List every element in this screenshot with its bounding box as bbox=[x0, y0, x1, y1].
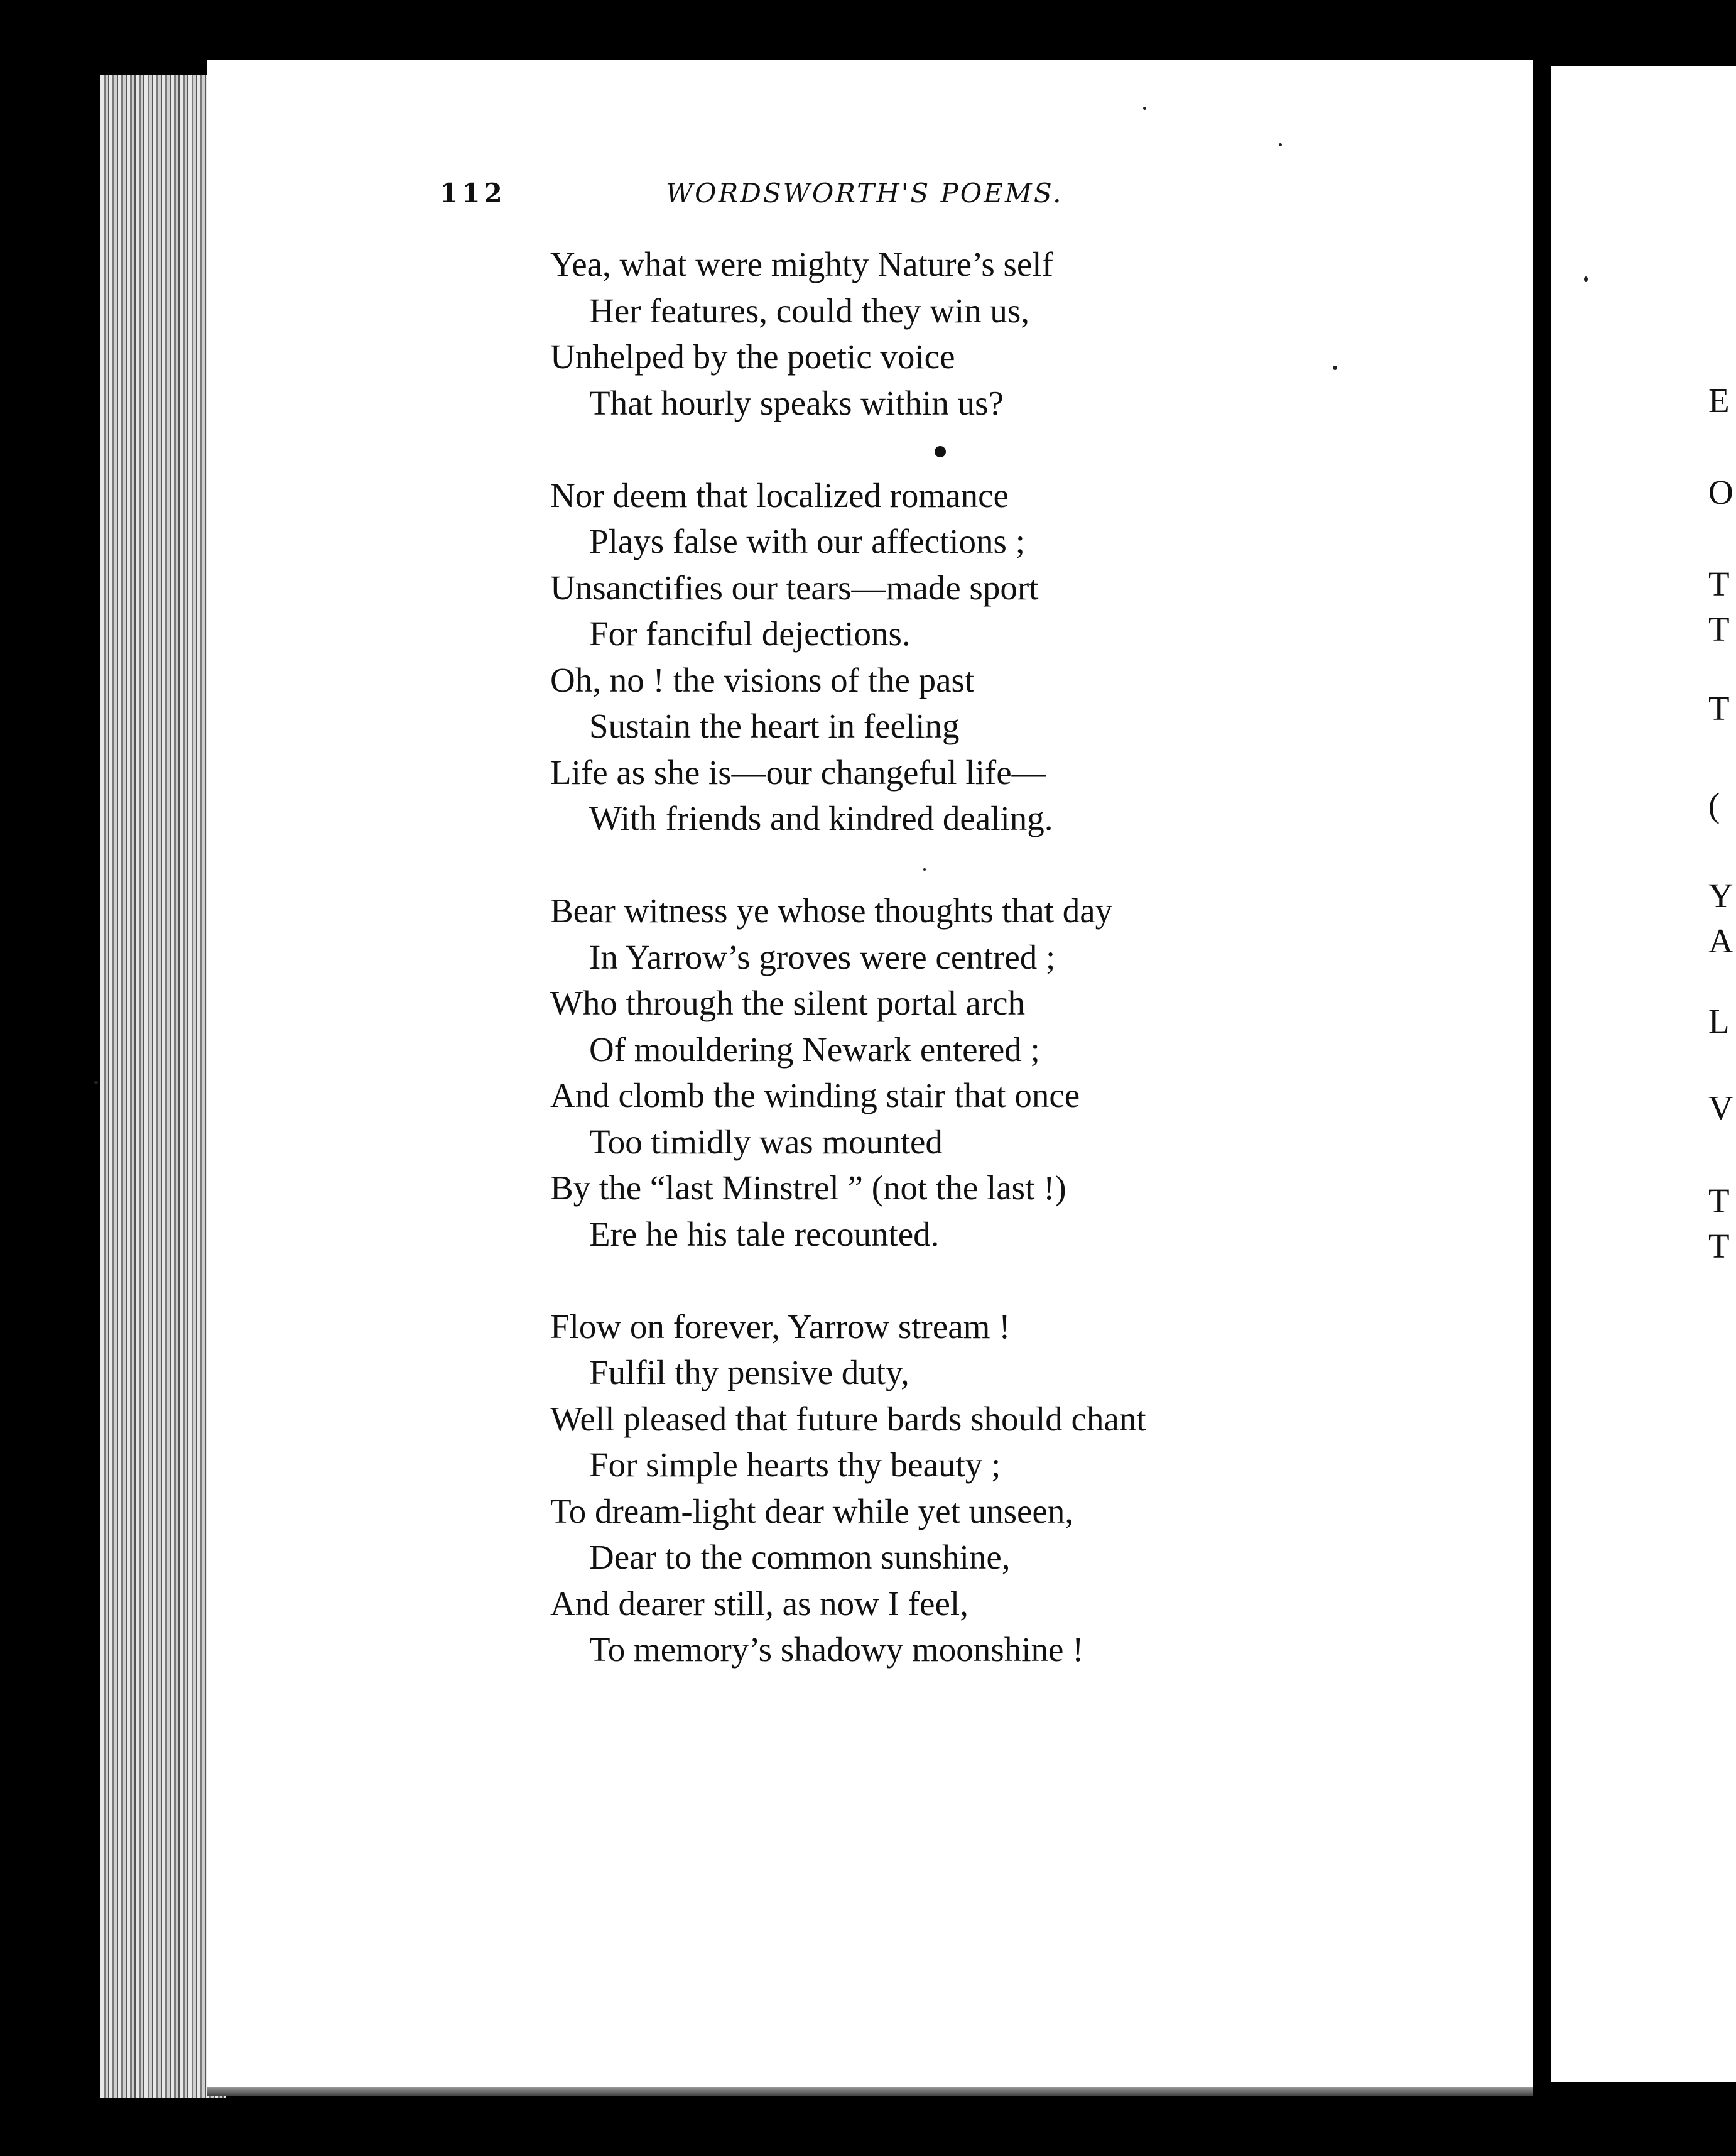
dust-speck bbox=[1584, 276, 1588, 282]
poem-line: Who through the silent portal arch bbox=[550, 984, 1026, 1022]
stanza-gap bbox=[550, 1257, 1367, 1304]
facing-page-letter: T bbox=[1708, 1227, 1730, 1265]
poem-line: In Yarrow’s groves were centred ; bbox=[589, 937, 1056, 976]
poem-line: Unhelped by the poetic voice bbox=[550, 337, 955, 376]
dust-speck bbox=[94, 1081, 98, 1084]
poem-line: Dear to the common sunshine, bbox=[589, 1538, 1011, 1576]
dust-speck bbox=[1333, 366, 1337, 370]
facing-page-letter: Y bbox=[1708, 876, 1733, 915]
running-title: WORDSWORTH'S POEMS. bbox=[666, 178, 1063, 209]
facing-page-letter: T bbox=[1708, 1182, 1730, 1220]
poem-line: Bear witness ye whose thoughts that day bbox=[550, 891, 1113, 930]
facing-page-letter: O bbox=[1708, 473, 1733, 511]
poem-line: Nor deem that localized romance bbox=[550, 476, 1009, 514]
stanza-break-ornament bbox=[550, 426, 1367, 472]
poem-line: Her features, could they win us, bbox=[589, 291, 1030, 330]
facing-page-letter: L bbox=[1708, 1002, 1730, 1040]
poem-line: To dream-light dear while yet unseen, bbox=[550, 1491, 1074, 1530]
page-number: 112 bbox=[440, 178, 506, 209]
poem-line: Too timidly was mounted bbox=[589, 1122, 943, 1161]
dust-speck bbox=[1143, 107, 1146, 110]
dust-speck bbox=[1279, 143, 1282, 146]
poem-line: That hourly speaks within us? bbox=[589, 383, 1004, 422]
facing-page-letter: T bbox=[1708, 689, 1730, 727]
ornament-dot bbox=[935, 446, 946, 457]
poem-line: Life as she is—our changeful life— bbox=[550, 753, 1046, 792]
poem-line: Plays false with our affections ; bbox=[589, 522, 1025, 560]
stanza bbox=[550, 241, 1367, 426]
poem-line: And dearer still, as now I feel, bbox=[550, 1584, 968, 1623]
poem-line: And clomb the winding stair that once bbox=[550, 1076, 1080, 1114]
poem-line: To memory’s shadowy moonshine ! bbox=[589, 1630, 1084, 1669]
poem-line: Yea, what were mighty Nature’s self bbox=[550, 245, 1053, 283]
running-head bbox=[440, 178, 1325, 222]
poem-line: Sustain the heart in feeling bbox=[589, 707, 960, 745]
poem-line: Flow on forever, Yarrow stream ! bbox=[550, 1307, 1011, 1346]
poem-line: Of mouldering Newark entered ; bbox=[589, 1030, 1040, 1069]
facing-page-letter: A bbox=[1708, 922, 1733, 960]
facing-page-letter: V bbox=[1708, 1089, 1733, 1127]
poem-line: Ere he his tale recounted. bbox=[589, 1214, 940, 1253]
poem-line: Fulfil thy pensive duty, bbox=[589, 1353, 909, 1391]
facing-page-letter: T bbox=[1708, 610, 1730, 648]
facing-page-line-starts bbox=[1708, 0, 1736, 2156]
facing-page-letter: T bbox=[1708, 565, 1730, 603]
poem-line: Oh, no ! the visions of the past bbox=[550, 660, 975, 699]
poem bbox=[550, 241, 1367, 1673]
poem-line: Unsanctifies our tears—made sport bbox=[550, 568, 1039, 607]
stanza bbox=[550, 1304, 1367, 1673]
poem-line: By the “last Minstrel ” (not the last !) bbox=[550, 1168, 1066, 1207]
poem-line: Well pleased that future bards should chant bbox=[550, 1399, 1146, 1438]
page-bottom-edge bbox=[207, 2087, 1533, 2096]
stanza-gap bbox=[550, 842, 1367, 888]
poem-line: For simple hearts thy beauty ; bbox=[589, 1446, 1001, 1484]
dust-speck bbox=[923, 868, 926, 871]
stanza bbox=[550, 888, 1367, 1257]
poem-line: With friends and kindred dealing. bbox=[589, 799, 1053, 837]
facing-page-letter: E bbox=[1708, 381, 1730, 420]
poem-line: For fanciful dejections. bbox=[589, 614, 911, 653]
stanza bbox=[550, 472, 1367, 842]
facing-page-letter: ( bbox=[1708, 786, 1720, 824]
